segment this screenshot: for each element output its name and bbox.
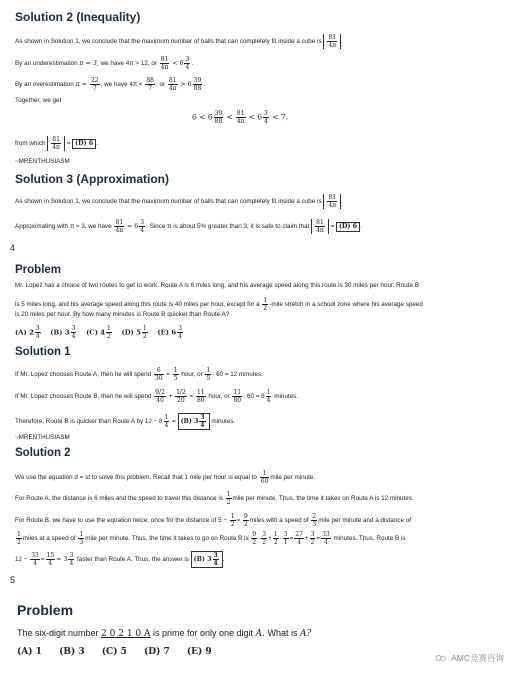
sol2-inequality: 6 < 6 $\frac{39}{88}$ < $\frac{81}{4\pi}$ < 6 $\frac{3}{4}$ < 7, (192, 110, 289, 125)
s2-line5: 12 − $\frac{33}{4}$ = $\frac{15}{4}$ = 3 $\frac{3}{4}$ faster than Route A. Thus, the answer is (B) 3 $\frac{3}{4}$ . (15, 551, 225, 567)
sol2-line2: By an underestimation π ≈ 3, we have 4π > 12, or $\frac{81}{4\pi}$ < 6 $\frac{3}{4}$ . (15, 56, 194, 71)
wechat-icon (435, 654, 447, 662)
sol2-line3: By an overestimation π ≈ $\frac{22}{7}$ , we have 4π < $\frac{88}{7}$ , or $\frac{81}{4\pi}$ > 6 $\frac{39}{88}$ . (15, 77, 206, 92)
problem-5-number: 5 (10, 575, 16, 585)
s2-line3: For Route B, we have to use the equation twice: once for the distance of 5 − $\frac{1}{2}$ = $\frac{9}{2}$ miles with a speed of $\frac{2}{3}$ mile per minute and a distance of (15, 513, 411, 528)
s2-line1: We use the equation d = st to solve this problem. Recall that 1 mile per hour is equal to $\frac{1}{60}$ mile per minute. (15, 470, 316, 485)
p5-choices: (A) 1 (B) 3 (C) 5 (D) 7 (E) 9 (17, 647, 212, 657)
p4-choices: (A) 2 $\frac{3}{4}$ (B) 3 $\frac{3}{4}$ (C) 4 $\frac{1}{2}$ (D) 5 $\frac{1}{2}$ (E) 6 $\frac{3}{4}$ (15, 325, 182, 340)
sol2-line1: As shown in Solution 1, we conclude that the maximum number of balls that can completely fit inside a cube is $\frac{81}{4\pi}$ . (15, 34, 343, 49)
problem-5-heading: Problem (17, 602, 74, 618)
s1-line3: Therefore, Route B is quicker than Route A by 12 − 8 $\frac{1}{4}$ = (B) 3 $\frac{3}{4}$ minutes. (15, 413, 236, 429)
s1-line1: If Mr. Lopez chooses Route A, then he will spend $\frac{6}{30}$ = $\frac{1}{5}$ hour, or $\frac{1}{5}$ · 60 = 12 minutes. (15, 367, 263, 382)
problem-4-number: 4 (10, 243, 16, 253)
s1-answer-box: (B) 3 $\frac{3}{4}$ (178, 413, 210, 430)
p4-solution1-heading: Solution 1 (15, 346, 71, 358)
sol3-line1: As shown in Solution 1, we conclude that the maximum number of balls that can completely fit inside a cube is $\frac{81}{4\pi}$ . (15, 194, 343, 209)
sol2-author: ~MRENTHUSIASM (15, 158, 70, 165)
sol2-answer-box: (D) 6 (72, 139, 96, 149)
s2-answer-box: (B) 3 $\frac{3}{4}$ (191, 551, 223, 568)
s1-line2: If Mr. Lopez chooses Route B, then he will spend $\frac{9/2}{40}$ + $\frac{1/2}{20}$ = $\frac{11}{80}$ hour, or $\frac{11}{80}$ · 60 = 8 $\frac{1}{4}$ minutes. (15, 389, 299, 404)
sol3-line2: Approximating with π ≈ 3, we have $\frac{81}{4\pi}$ ≈ 6 $\frac{3}{4}$ . Since π is about 5% greater than 3, it is safe to claim that $\frac{81}{4\pi}$ = (D) 6 . (15, 219, 362, 234)
sol2-line4: Together, we get (15, 97, 62, 104)
p4-line1: Mr. Lopez has a choice of two routes to get to work. Route A is 6 miles long, and his average speed along this route is 30 miles per hour. Route B (15, 282, 419, 289)
p5-text: The six-digit number 2 0 2 1 0 A is prime for only one digit A. What is A? (17, 628, 312, 639)
p4-solution2-heading: Solution 2 (15, 447, 71, 459)
floor-expression: $\frac{81}{4\pi}$ (323, 34, 341, 49)
s2-line4: $\frac{1}{2}$ miles at a speed of $\frac{1}{3}$ mile per minute. Thus, the time it takes to go on Route B is $\frac{9}{2}$ · $\frac{3}{2}$ + $\frac{1}{2}$ · $\frac{3}{1}$ = $\frac{27}{4}$ + $\frac{3}{2}$ = $\frac{33}{4}$ minutes. Thus, Route B is (17, 531, 406, 546)
p4-line2: is 5 miles long, and his average speed along this route is 40 miles per hour, except for a $\frac{1}{2}$ -mile stretch in a school zone where his average speed (15, 297, 423, 312)
sol2-heading: Solution 2 (Inequality) (15, 10, 141, 24)
sol3-heading: Solution 3 (Approximation) (15, 172, 169, 186)
sol3-answer-box: (D) 6 (336, 222, 360, 232)
p4-line3: is 20 miles per hour. By how many minutes is Route B quicker than Route A? (15, 311, 230, 318)
problem-4-heading: Problem (15, 264, 62, 276)
watermark: AMC竞赛咨询 (435, 652, 504, 664)
sol2-line5: from which $\frac{81}{4\pi}$ = (D) 6 . (15, 136, 98, 151)
s2-line2: For Route A, the distance is 6 miles and the speed to travel this distance is $\frac{1}{2}$ mile per minute. Thus, the time it takes on Route A is 12 minutes. (15, 491, 414, 506)
s1-author: ~MRENTHUSIASM (15, 434, 70, 441)
